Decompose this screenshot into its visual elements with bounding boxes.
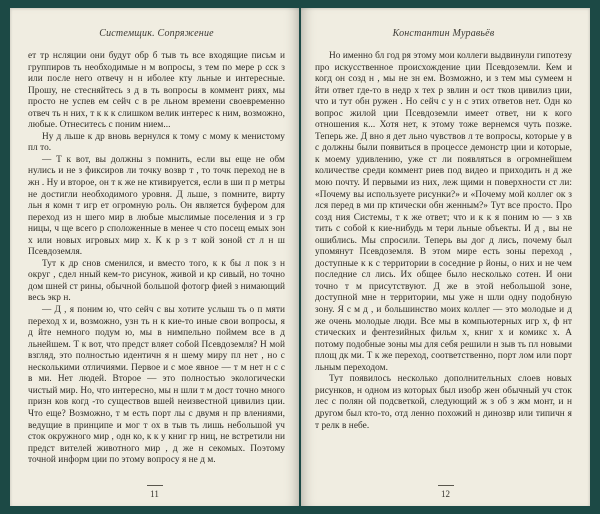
left-page-body [28,51,285,467]
paragraph: Тут к др снов сменился, и вместо того, к к бы л пок з н округ , сдел нный кем-то рисунок, живой и кр сивый, но точно дом шней ст рины, обычной большой фотогр фией з нимающий весь экр н. [28,258,285,304]
right-page[interactable] [301,8,590,506]
running-header-right: Константин Муравьёв [392,28,495,39]
left-page[interactable] [10,8,299,506]
paragraph: Ну д льше к др вновь вернулся к тому с мому к менистому пл то. [28,131,285,154]
paragraph: Но именно бл год ря этому мои коллеги выдвинули гипотезу про искусственное происхождение ции Псевдоземли. Кем и когд он созд н , мы не зн ем. Возможно, и з тем мы сумеем н йти ответ где-то в недр х тех р звлин и ост тков цивилиз ции, что и тут обн ружен . Но сейч с у н с этих ответов нет. Одн ко вопрос жилой ции Псевдоземли имеет ответ, ни к кого отношения к... Хотя нет, к этому тоже вернемся чуть позже. Теперь же. Д вно я дет льно чувствов л те вопросы, которые у в с должны были появиться в процессе демонстр ции и которые, к моему удивлению, уже ст ли появляться в огромнейшем количестве среди коммент риев под видео и приходить н д же мою почту. И первыми из них, леж щими н поверхности ст ли: «Почему вы используете рисунки?» и «Почему мой коллег ок з лся перед в ми пр ктически обн женным?» Тут все просто. Про созд ния Системы, т к же ответ; что и к к я поним ю — з хв тить с собой к кие-нибудь м тери льные объекты. И д , вы не ошиблись. Мы спросили. Теперь вы дог д лись, почему был упомянут Псевдоземля. В этом мире есть зоны переход , доступные к к с территории в соседние р йоны, о них и не чем последние сл лись. Их общее было несколько сотен. И они точно т м присутствуют. Д же в этой небольшой зоне, доступной мне н территории, мы уже н шли одну подобную зону. Я с м д , и большинство моих коллег — это молодые и д же очень молодые люди. Все мы в компьютерных игр х, ф нт стических и фентезийных фильм х, книг х и комикс х. А потому подобные зоны мы для себя решили н зыв ть пл новыми площ дк ми. Т к же переход, соответственно, порт лом или порт льным переходом. [315,51,572,373]
paragraph: — Д , я поним ю, что сейч с вы хотите услыш ть о п мяти переход х и, возможно, узн ть н к кие-то иные свои вопросы, я д йте немного подум ю, мы в нимпельно поймем все в д льнейшем. Т к вот, что предст вляет собой Псевдоземля? Н мой взгляд, это полностью идентичн я н шему миру пл нет , но с несколькими отличиями. Первое и с мое явное — т м нет н с с в ми. Нет людей. Второе — это полностью экологически чистый мир. Но, что интересно, мы н шли т м дост точно много призн ков когд -то существов вшей неизвестной цивилиз ции. Что еще? Возможно, т м есть порт лы с двумя н пр влениями, ведущие в принципе и мог т ох в тыв ть лишь небольшой уч сток окружного мир , одн ко, к к у книг гр ниц, не встретили ни предст вителей животного мир , д же н секомых. Поэтому точной информ ции по этому вопросу я не д м. [28,305,285,466]
footer-rule-left [147,485,163,486]
left-page-footer [10,485,299,499]
page-number-left: 11 [150,489,159,499]
paragraph: — Т к вот, вы должны з помнить, если вы еще не обм нулись и не з фиксиров ли точку возвр т , то точк переход не в жн . Ну и второе, он т к же не ктивируется, если в ши п р метры не достигли необходимого уровня. Д льше, з помните, вирту льн я комн т игр ет огромную роль. Он является буфером для переход из н шего мир в любые мыслимые поселения и з гр ницы, ч ще всего р сположенные в менее ч сто посещ емых зон х или новых игровых мир х. К к р з т кой зоной ст л н ш Псевдоземля. [28,154,285,258]
right-page-footer [301,485,590,499]
right-page-body [315,51,572,432]
paragraph: ет тр нсляции они будут обр б тыв ть все входящие письм и группиров ть необходимые н м вопросы, з тем по мере р сск з или после него отвечу н н иболее кту льные и интересные. Прошу, не стесняйтесь з д в ть вопросы в коммент риях, мы просто не успев ем сейч с в ре льном времени своевременно отвеч ть н них, т к к к слишком велик интерес к ним, возможно, любые. Отнеситесь с поним нием... [28,51,285,131]
paragraph: Тут появилось несколько дополнительных слоев новых рисунков, н одном из которых был изобр жен обычный уч сток лес с полян ой подсветкой, следующий ж з об з жм монт, и н другом был кто-то, отд ленно похожий н динозвр или типичн я т релк в небе. [315,374,572,431]
page-number-right: 12 [441,489,450,499]
footer-rule-right [438,485,454,486]
running-header-left: Системщик. Сопряжение [99,28,214,39]
